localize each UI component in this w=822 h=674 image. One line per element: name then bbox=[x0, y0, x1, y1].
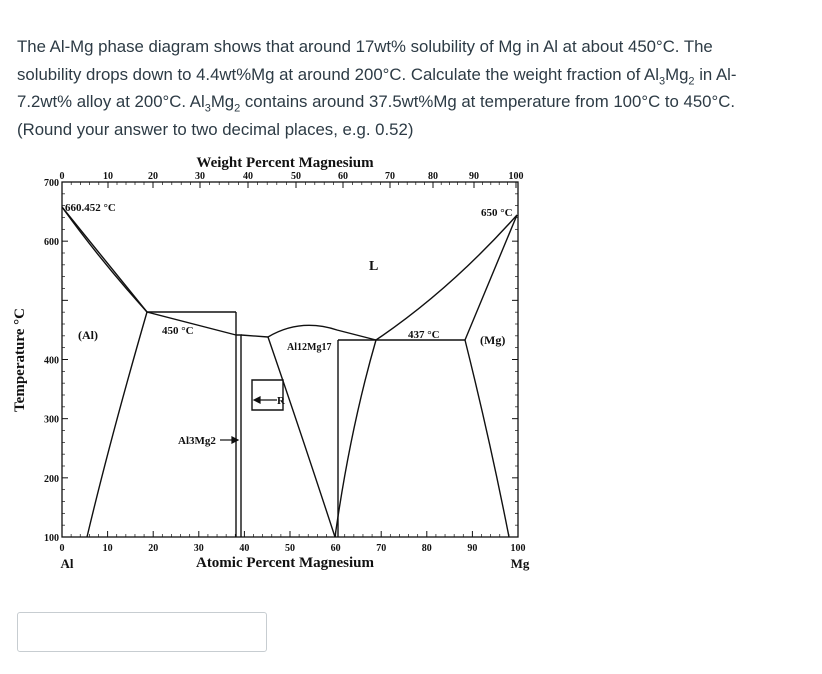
subscript-2b: 2 bbox=[234, 102, 241, 115]
answer-input[interactable] bbox=[17, 612, 267, 652]
top-tick-label: 0 bbox=[59, 171, 65, 182]
top-tick-label: 60 bbox=[338, 171, 348, 182]
solidus-mg-side bbox=[465, 215, 517, 340]
bottom-axis-ticks bbox=[60, 531, 526, 554]
y-axis-title: Temperature °C bbox=[12, 308, 28, 412]
top-tick-label: 80 bbox=[428, 171, 438, 182]
element-mg-label: Mg bbox=[510, 556, 530, 571]
bottom-tick-label: 60 bbox=[330, 543, 341, 554]
bottom-tick-label: 0 bbox=[59, 543, 65, 554]
r-arrow-head bbox=[254, 397, 260, 403]
bottom-tick-label: 50 bbox=[285, 543, 295, 554]
r-phase-label: R bbox=[277, 395, 285, 407]
top-axis-ticks bbox=[60, 171, 524, 188]
top-tick-label: 100 bbox=[508, 171, 524, 182]
bottom-axis-title: Atomic Percent Magnesium bbox=[195, 555, 375, 571]
bottom-tick-label: 10 bbox=[102, 543, 113, 554]
mg-phase-label: (Mg) bbox=[480, 333, 506, 347]
al12mg17-liquidus-dome bbox=[268, 325, 376, 340]
bottom-tick-label: 20 bbox=[148, 543, 159, 554]
question-line-2-mg: Mg bbox=[665, 64, 689, 84]
question-line-3-mg: Mg bbox=[210, 92, 235, 111]
al-melting-label: 660.452 °C bbox=[65, 202, 116, 214]
question-line-4-text: (Round your answer to two decimal places, e.g. 0.52) bbox=[17, 119, 414, 139]
al3mg2-right bbox=[236, 335, 241, 537]
top-tick-label: 40 bbox=[243, 171, 253, 182]
y-tick-label: 400 bbox=[44, 355, 59, 367]
solvus-al-side bbox=[87, 312, 147, 537]
subscript-2: 2 bbox=[688, 74, 695, 87]
al-phase-label: (Al) bbox=[78, 328, 98, 342]
top-tick-label: 70 bbox=[385, 171, 395, 182]
top-tick-label: 20 bbox=[148, 171, 158, 182]
y-tick-label: 600 bbox=[44, 237, 59, 249]
y-axis-ticks bbox=[44, 178, 518, 544]
solvus-mg-side bbox=[465, 340, 509, 537]
top-tick-label: 90 bbox=[469, 171, 479, 182]
al12mg17-left-boundary bbox=[268, 337, 335, 537]
al3mg2-arrow-head bbox=[232, 437, 238, 443]
liquidus-mg-side bbox=[376, 215, 517, 340]
eutectic-437-label: 437 °C bbox=[408, 329, 440, 341]
bottom-tick-label: 30 bbox=[193, 543, 204, 554]
bottom-tick-label: 70 bbox=[376, 543, 387, 554]
phase-boundaries bbox=[62, 207, 517, 537]
al12mg17-label: Al12Mg17 bbox=[287, 342, 332, 353]
top-tick-label: 30 bbox=[195, 171, 205, 182]
element-al-label: Al bbox=[60, 556, 74, 571]
question-line-1-text: The Al-Mg phase diagram shows that around 17wt% solubility of Mg in Al at about 450°C. The bbox=[17, 37, 713, 56]
y-tick-label: 200 bbox=[44, 473, 59, 485]
question-line-3-c: contains around 37.5wt%Mg at temperature from 100°C to 450°C. bbox=[240, 92, 735, 111]
y-tick-label: 700 bbox=[44, 178, 59, 189]
plot-frame bbox=[62, 182, 518, 537]
y-tick-label: 300 bbox=[44, 414, 59, 426]
top-axis-title: Weight Percent Magnesium bbox=[196, 155, 374, 171]
al12mg17-right-boundary bbox=[335, 340, 376, 537]
liquidus-al-side bbox=[62, 207, 236, 335]
subscript-3b: 3 bbox=[204, 102, 211, 115]
question-line-2-end: in Al- bbox=[694, 64, 737, 84]
liquid-label: L bbox=[369, 259, 379, 274]
annotation-arrows bbox=[220, 397, 277, 443]
bottom-tick-label: 80 bbox=[421, 543, 432, 554]
mg-melting-label: 650 °C bbox=[481, 207, 513, 219]
subscript-3: 3 bbox=[658, 74, 666, 87]
eutectic-450-label: 450 °C bbox=[162, 325, 194, 337]
top-tick-label: 50 bbox=[291, 171, 301, 182]
top-tick-label: 10 bbox=[103, 171, 113, 182]
bottom-tick-label: 90 bbox=[467, 543, 478, 554]
y-tick-label: 100 bbox=[44, 533, 59, 544]
liquidus-mid-left bbox=[241, 335, 268, 337]
al3mg2-label: Al3Mg2 bbox=[178, 435, 216, 447]
question-line-2-text: solubility drops down to 4.4wt%Mg at around 200°C. Calculate the weight fraction of Al bbox=[17, 64, 659, 84]
question-line-3-a: 7.2wt% alloy at 200°C. Al bbox=[17, 92, 205, 111]
bottom-tick-label: 100 bbox=[510, 543, 526, 554]
bottom-tick-label: 40 bbox=[239, 543, 250, 554]
